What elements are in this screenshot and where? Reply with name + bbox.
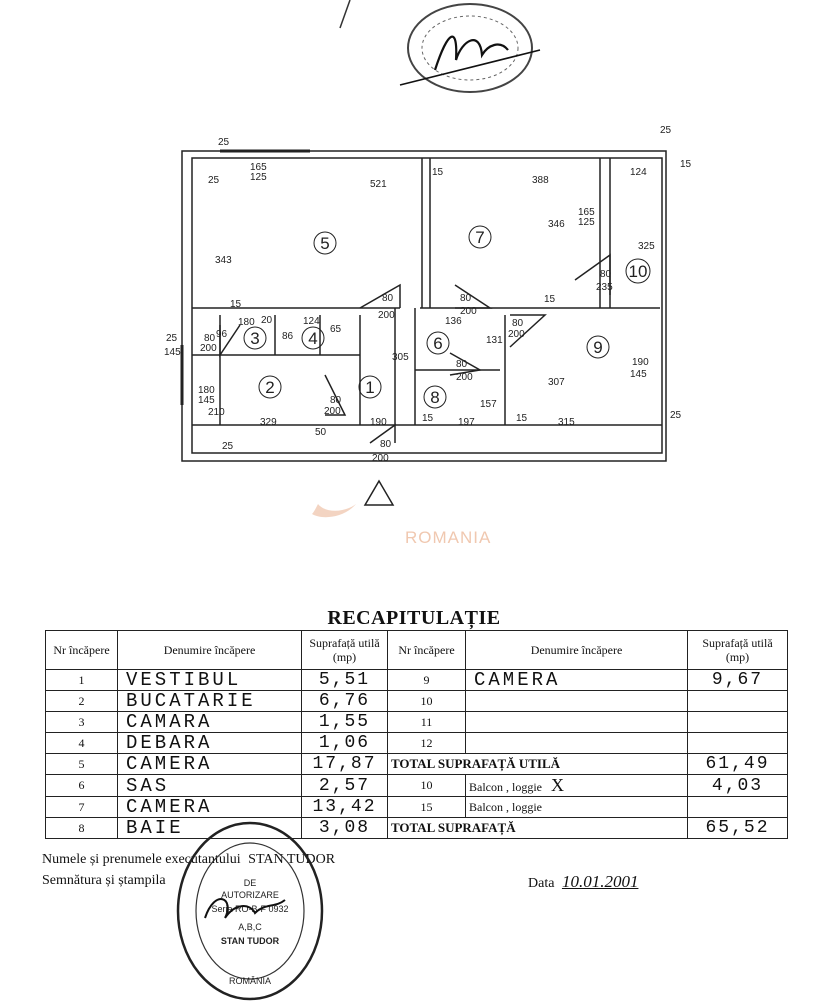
svg-text:86: 86 [282,331,294,342]
svg-text:145: 145 [164,347,181,358]
svg-text:125: 125 [250,172,267,183]
table-row: 2 BUCATARIE 6,76 10 [46,691,788,712]
svg-text:200: 200 [372,453,389,464]
recap-title: RECAPITULAȚIE [327,607,501,629]
room-3-label: 3 [250,329,260,348]
table-row: 4 DEBARA 1,06 12 [46,733,788,754]
svg-text:124: 124 [630,167,647,178]
total-useful-value: 61,49 [688,754,788,775]
balcony-row-1: Balcon , loggie X [466,775,688,797]
table-row: 8 BAIE 3,08 TOTAL SUPRAFAȚĂ 65,52 [46,818,788,839]
svg-text:25: 25 [660,125,672,136]
dimension-labels [164,125,692,464]
recap-table [45,630,788,839]
svg-text:145: 145 [630,369,647,380]
svg-text:200: 200 [460,306,477,317]
official-stamp [175,818,325,1004]
room-8-label: 8 [430,388,440,407]
svg-text:200: 200 [324,406,341,417]
executor-label: Numele și prenumele executantului [42,852,241,867]
svg-text:235: 235 [596,282,613,293]
svg-text:AUTORIZARE: AUTORIZARE [221,890,279,900]
date-label: Data [528,876,555,891]
svg-text:190: 190 [632,357,649,368]
svg-text:145: 145 [198,395,215,406]
svg-text:80: 80 [380,439,392,450]
room-1-label: 1 [365,378,375,397]
svg-text:157: 157 [480,399,497,410]
signature-label: Semnătura și ștampila [42,873,166,888]
total-value: 65,52 [688,818,788,839]
svg-text:124: 124 [303,316,320,327]
watermark-text: ROMANIA [405,528,492,547]
svg-text:80: 80 [456,359,468,370]
svg-text:210: 210 [208,407,225,418]
svg-text:20: 20 [261,315,273,326]
svg-text:80: 80 [460,293,472,304]
svg-text:325: 325 [638,241,655,252]
svg-text:ROMÂNIA: ROMÂNIA [228,976,272,986]
header-nr: Nr încăpere [46,631,118,670]
svg-text:329: 329 [260,417,277,428]
svg-text:197: 197 [458,417,475,428]
watermark-logo-icon [308,490,360,522]
svg-text:521: 521 [370,179,387,190]
top-stamp [330,0,560,110]
header-nr-2: Nr încăpere [388,631,466,670]
svg-text:136: 136 [445,316,462,327]
svg-text:15: 15 [230,299,242,310]
total-label: TOTAL SUPRAFAȚĂ [388,818,688,839]
room-2-label: 2 [265,378,275,397]
svg-text:165: 165 [578,207,595,218]
svg-text:25: 25 [218,137,230,148]
svg-text:15: 15 [680,159,692,170]
room-5-label: 5 [320,234,330,253]
svg-text:25: 25 [670,410,682,421]
svg-text:200: 200 [200,343,217,354]
svg-text:Seria RO-B-F 0932: Seria RO-B-F 0932 [211,904,289,914]
svg-text:315: 315 [558,417,575,428]
svg-text:388: 388 [532,175,549,186]
room-4-label: 4 [308,329,318,348]
svg-text:DE: DE [243,878,257,888]
svg-text:80: 80 [382,293,394,304]
svg-text:80: 80 [600,269,612,280]
svg-text:25: 25 [166,333,178,344]
inner-wall [192,158,662,453]
table-header-row [46,631,788,670]
svg-text:346: 346 [548,219,565,230]
svg-text:80: 80 [512,318,524,329]
svg-text:200: 200 [508,329,525,340]
floor-plan [160,125,700,470]
date-line [528,872,638,892]
svg-text:25: 25 [222,441,234,452]
svg-text:15: 15 [432,167,444,178]
balcony-mark: X [551,775,564,795]
table-row: 5 CAMERA 17,87 TOTAL SUPRAFAȚĂ UTILĂ 61,49 [46,754,788,775]
date-value: 10.01.2001 [561,872,639,891]
svg-text:65: 65 [330,324,342,335]
svg-text:305: 305 [392,352,409,363]
svg-text:200: 200 [378,310,395,321]
executor-name: STAN TUDOR [248,852,336,867]
total-useful-label: TOTAL SUPRAFAȚĂ UTILĂ [388,754,688,775]
svg-text:15: 15 [422,413,434,424]
entrance-arrow-icon [362,478,396,508]
svg-text:343: 343 [215,255,232,266]
room-10-label: 10 [628,262,648,281]
svg-text:131: 131 [486,335,503,346]
svg-text:96: 96 [216,329,228,340]
svg-text:50: 50 [315,427,327,438]
header-name-2: Denumire încăpere [466,631,688,670]
svg-text:STAN TUDOR: STAN TUDOR [220,936,280,946]
header-name: Denumire încăpere [118,631,302,670]
table-row: 6 SAS 2,57 10 Balcon , loggie X 4,03 [46,775,788,797]
svg-text:80: 80 [330,395,342,406]
header-area: Suprafață utilă (mp) [302,631,388,670]
svg-text:165: 165 [250,162,267,173]
svg-text:180: 180 [198,385,215,396]
svg-text:190: 190 [370,417,387,428]
balcony-row-2: Balcon , loggie [466,797,688,818]
room-7-label: 7 [475,228,485,247]
room-6-label: 6 [433,334,443,353]
svg-text:15: 15 [544,294,556,305]
svg-text:A,B,C: A,B,C [238,922,262,932]
room-9-label: 9 [593,338,603,357]
table-row: 7 CAMERA 13,42 15 Balcon , loggie [46,797,788,818]
table-row: 1 VESTIBUL 5,51 9 CAMERA 9,67 [46,670,788,691]
svg-text:80: 80 [204,333,216,344]
svg-text:25: 25 [208,175,220,186]
svg-text:125: 125 [578,217,595,228]
table-row: 3 CAMARA 1,55 11 [46,712,788,733]
svg-text:200: 200 [456,372,473,383]
svg-text:307: 307 [548,377,565,388]
svg-text:15: 15 [516,413,528,424]
svg-text:180: 180 [238,317,255,328]
header-area-2: Suprafață utilă (mp) [688,631,788,670]
